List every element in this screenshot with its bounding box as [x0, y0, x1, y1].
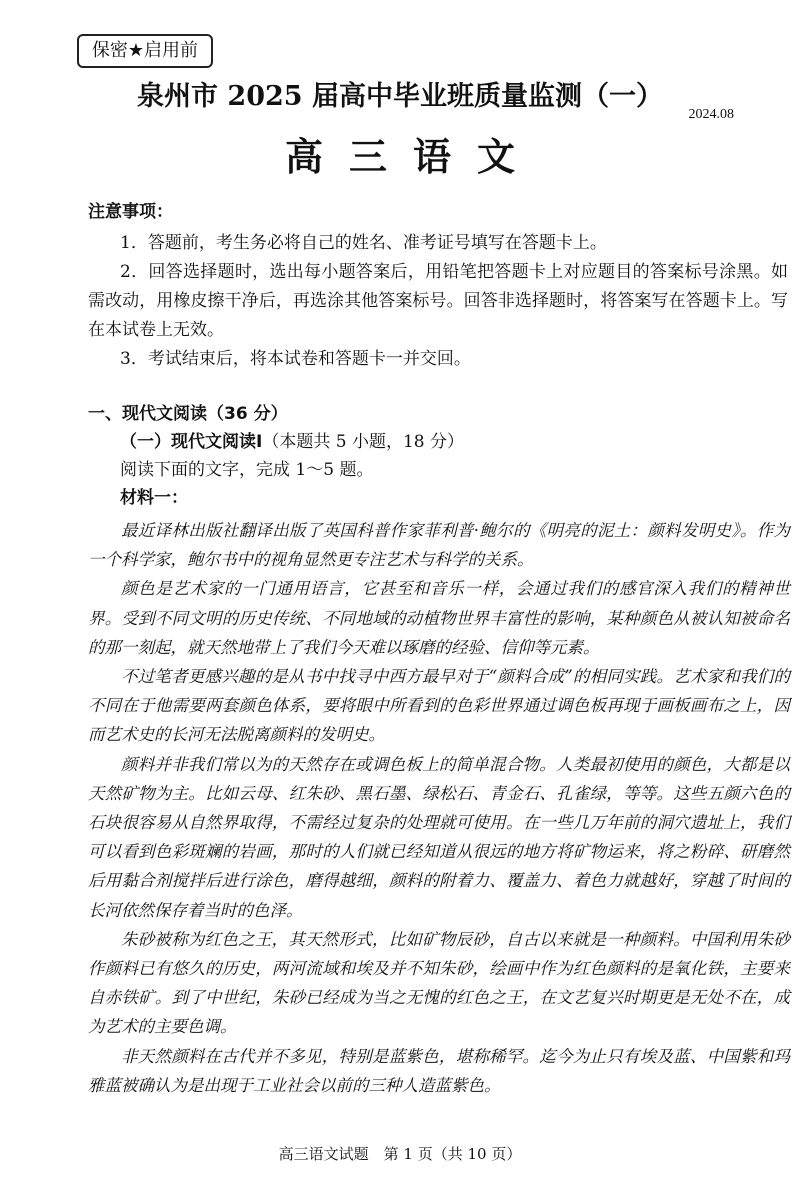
reading-section-header — [88, 400, 788, 512]
instruction-item: 2．回答选择题时，选出每小题答案后，用铅笔把答题卡上对应题目的答案标号涂黑。如需改动，用橡皮擦干净后，再选涂其他答案标号。回答非选择题时，将答案写在答题卡上。写在本试卷上无效。 — [88, 262, 788, 340]
subsection-title — [88, 428, 788, 456]
passage-paragraph: 最近译林出版社翻译出版了英国科普作家菲利普·鲍尔的《明亮的泥土：颜料发明史》。作为一个科学家，鲍尔书中的视角显然更专注艺术与科学的关系。 — [88, 521, 790, 570]
subsection-label: （一）现代文阅读Ⅰ — [120, 432, 263, 452]
passage-paragraph: 颜色是艺术家的一门通用语言，它甚至和音乐一样，会通过我们的感官深入我们的精神世界。受到不同文明的历史传统、不同地域的动植物世界丰富性的影响，某种颜色从被认知被命名的那一刻起，就天然地带上了我们今天难以琢磨的经验、信仰等元素。 — [88, 579, 790, 657]
exam-date: 2024.08 — [688, 107, 734, 122]
passage-paragraph: 非天然颜料在古代并不多见，特别是蓝紫色，堪称稀罕。迄今为止只有埃及蓝、中国紫和玛雅蓝被确认为是出现于工业社会以前的三种人造蓝紫色。 — [88, 1046, 790, 1095]
exam-title: 泉州市 2025 届高中毕业班质量监测（一） — [137, 81, 663, 112]
material-label: 材料一： — [120, 488, 188, 508]
section-title: 一、现代文阅读（36 分） — [88, 404, 288, 424]
reading-passage — [88, 516, 790, 1100]
passage-paragraph: 不过笔者更感兴趣的是从书中找寻中西方最早对于“颜料合成”的相同实践。艺术家和我们的不同在于他需要两套颜色体系，要将眼中所看到的色彩世界通过调色板再现于画板画布之上，因而艺术史的长河无法脱离颜料的发明史。 — [88, 667, 790, 745]
instructions-heading: 注意事项： — [88, 202, 173, 222]
instructions-block — [88, 198, 788, 374]
instruction-item: 3．考试结束后，将本试卷和答题卡一并交回。 — [120, 349, 471, 369]
instruction-item: 1．答题前，考生务必将自己的姓名、准考证号填写在答题卡上。 — [120, 233, 607, 253]
subsection-note: （本题共 5 小题，18 分） — [262, 432, 464, 452]
passage-paragraph: 朱砂被称为红色之王，其天然形式，比如矿物辰砂，自古以来就是一种颜料。中国利用朱砂作颜料已有悠久的历史，两河流域和埃及并不知朱砂，绘画中作为红色颜料的是氧化铁，主要来自赤铁矿。到了中世纪，朱砂已经成为当之无愧的红色之王，在文艺复兴时期更是无处不在，成为艺术的主要色调。 — [88, 929, 790, 1037]
page-footer: 高三语文试题 第 1 页（共 10 页） — [278, 1145, 522, 1163]
subject-title: 高三语文 — [284, 134, 541, 179]
reading-instruction: 阅读下面的文字，完成 1～5 题。 — [120, 460, 374, 480]
confidential-label: 保密★启用前 — [77, 34, 213, 68]
passage-paragraph: 颜料并非我们常以为的天然存在或调色板上的简单混合物。人类最初使用的颜色，大都是以天然矿物为主。比如云母、红朱砂、黑石墨、绿松石、青金石、孔雀绿，等等。这些五颜六色的石块很容易从自然界取得，不需经过复杂的处理就可使用。在一些几万年前的洞穴遗址上，我们可以看到色彩斑斓的岩画，那时的人们就已经知道从很远的地方将矿物运来，将之粉碎、研磨然后用黏合剂搅拌后进行涂色，磨得越细，颜料的附着力、覆盖力、着色力就越好，穿越了时间的长河依然保存着当时的色泽。 — [88, 754, 790, 920]
